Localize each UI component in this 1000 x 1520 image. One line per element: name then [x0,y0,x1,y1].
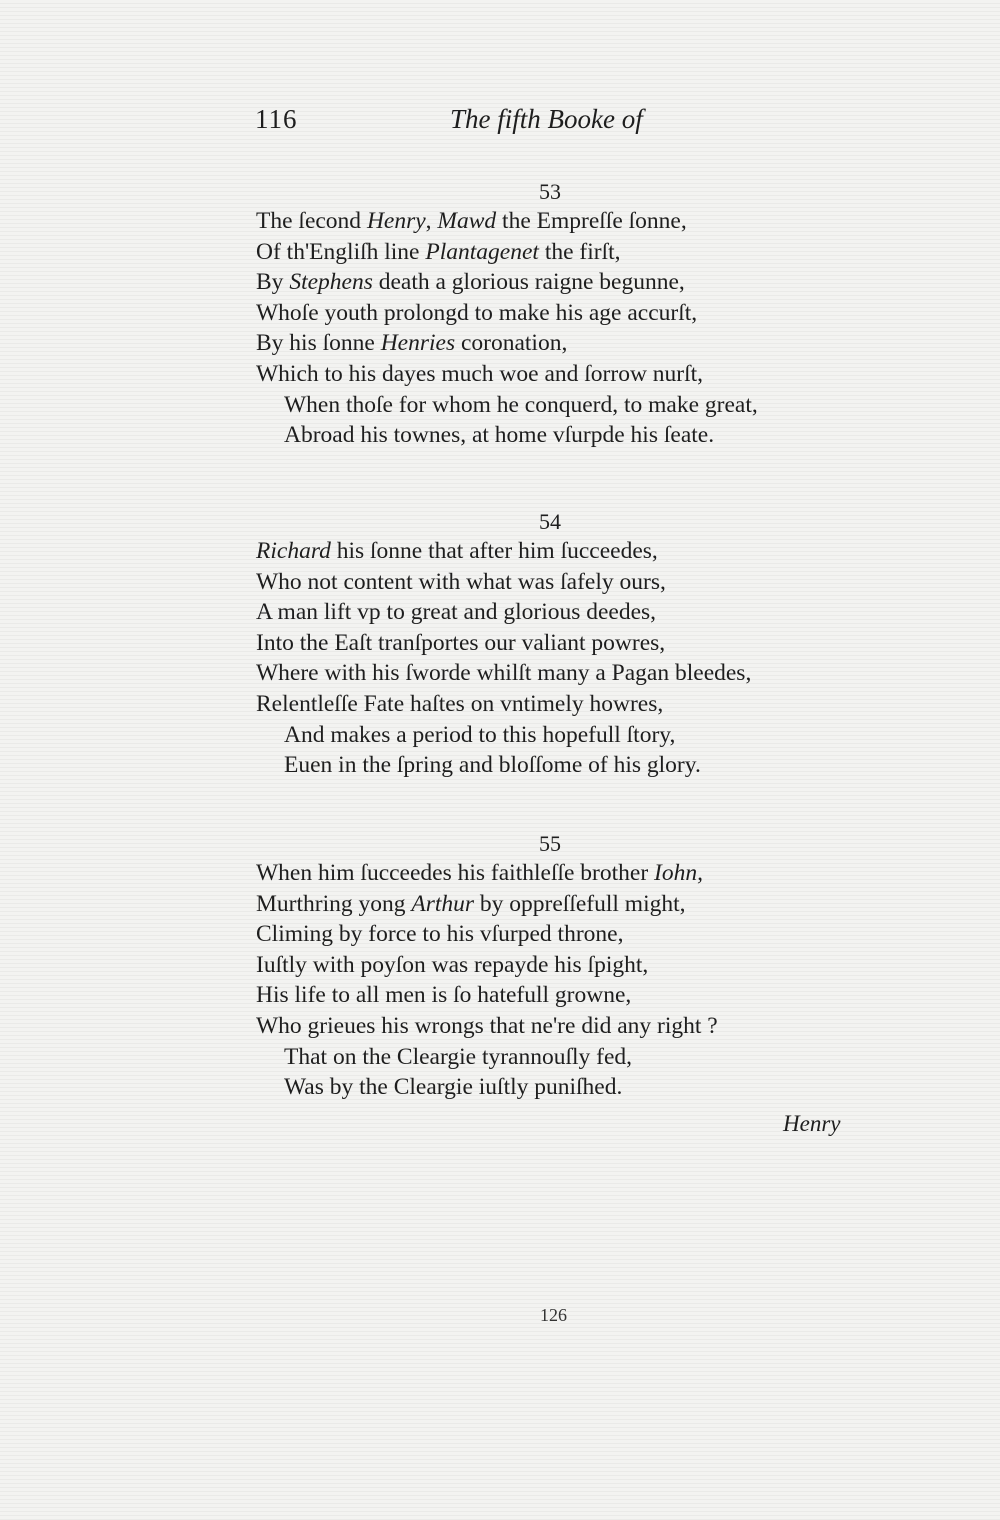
verse-text: When him ſucceedes his faithleſſe brother [256,860,655,886]
verse-line [256,658,896,689]
verse-text: Who not content with what was ſafely ours, [256,568,666,595]
folio-number: 126 [540,1305,567,1325]
verse-text: By [256,269,290,296]
running-title: The fifth Booke of [450,104,643,134]
verse-text: Who grieues his wrongs that ne're did any right ? [256,1012,718,1039]
verse-text: Climing by force to his vſurped throne, [256,921,624,948]
italic-name: Stephens [289,269,373,296]
italic-name: Arthur [411,890,475,917]
verse-line [256,328,896,359]
verse-line [256,390,896,421]
verse-text: His life to all men is ſo hatefull growne, [256,982,632,1009]
page-header [255,104,855,144]
page-number: 116 [255,104,298,134]
verse-line [256,1011,896,1042]
verse-line [256,1042,896,1073]
verse-line [256,950,896,981]
verse-text: Whoſe youth prolongd to make his age accurſt, [256,299,698,326]
verse-text: the Empreſſe ſonne, [496,208,687,234]
verse-line [256,267,896,298]
italic-name: Plantagenet [425,238,539,265]
verse-text: Where with his ſworde whilſt many a Pagan bleedes, [256,660,752,687]
verse-text: coronation, [455,330,568,357]
stanza-53 [256,178,896,451]
stanza-lines [256,206,896,451]
stanza-lines [256,858,896,1103]
verse-text: When thoſe for whom he conquerd, to make great, [284,391,758,418]
verse-line [256,858,896,889]
italic-name: Richard [256,538,331,564]
verse-line [256,980,896,1011]
verse-line [256,628,896,659]
verse-line [256,420,896,451]
verse-line [256,206,896,237]
verse-line [256,237,896,268]
verse-text: , [425,208,438,234]
verse-line [256,298,896,329]
verse-text: Murthring yong [256,890,412,917]
stanza-number: 54 [539,509,561,534]
verse-text: death a glorious raigne begunne, [372,269,685,296]
verse-text: Euen in the ſpring and bloſſome of his glory. [284,752,701,779]
stanza-55 [256,830,896,1103]
verse-line [256,720,896,751]
catchword: Henry [783,1111,841,1136]
verse-line [256,567,896,598]
verse-text: Iuſtly with poyſon was repayde his ſpight, [256,951,649,978]
italic-name: Henry [366,208,426,234]
verse-text: The ſecond [256,208,367,234]
verse-text: A man lift vp to great and glorious deedes, [256,599,657,626]
verse-text: his ſonne that after him ſucceedes, [330,538,658,564]
verse-line [256,750,896,781]
verse-line [256,689,896,720]
verse-text: Relentleſſe Fate haſtes on vntimely howres, [256,690,664,717]
verse-line [256,1072,896,1103]
stanza-lines [256,536,896,781]
verse-line [256,359,896,390]
verse-line [256,536,896,567]
verse-text: Was by the Cleargie iuſtly puniſhed. [284,1074,623,1101]
verse-text: And makes a period to this hopefull ſtory, [284,721,676,748]
verse-text: That on the Cleargie tyrannouſly fed, [284,1043,633,1070]
stanza-number: 55 [539,831,561,856]
verse-text: Into the Eaſt tranſportes our valiant powres, [256,629,666,656]
verse-text: Which to his dayes much woe and ſorrow nurſt, [256,360,704,387]
stanza-number: 53 [539,179,561,204]
italic-name: Iohn, [654,860,703,886]
verse-text: Of th'Engliſh line [256,238,426,265]
verse-line [256,919,896,950]
verse-text: Abroad his townes, at home vſurpde his ſeate. [284,422,715,449]
verse-text: the firſt, [538,238,621,265]
verse-line [256,889,896,920]
stanza-54 [256,508,896,781]
italic-name: Henries [380,330,456,357]
verse-text: by oppreſſefull might, [474,890,686,917]
italic-name: Mawd [437,208,497,234]
verse-line [256,597,896,628]
verse-text: By his ſonne [256,330,381,357]
